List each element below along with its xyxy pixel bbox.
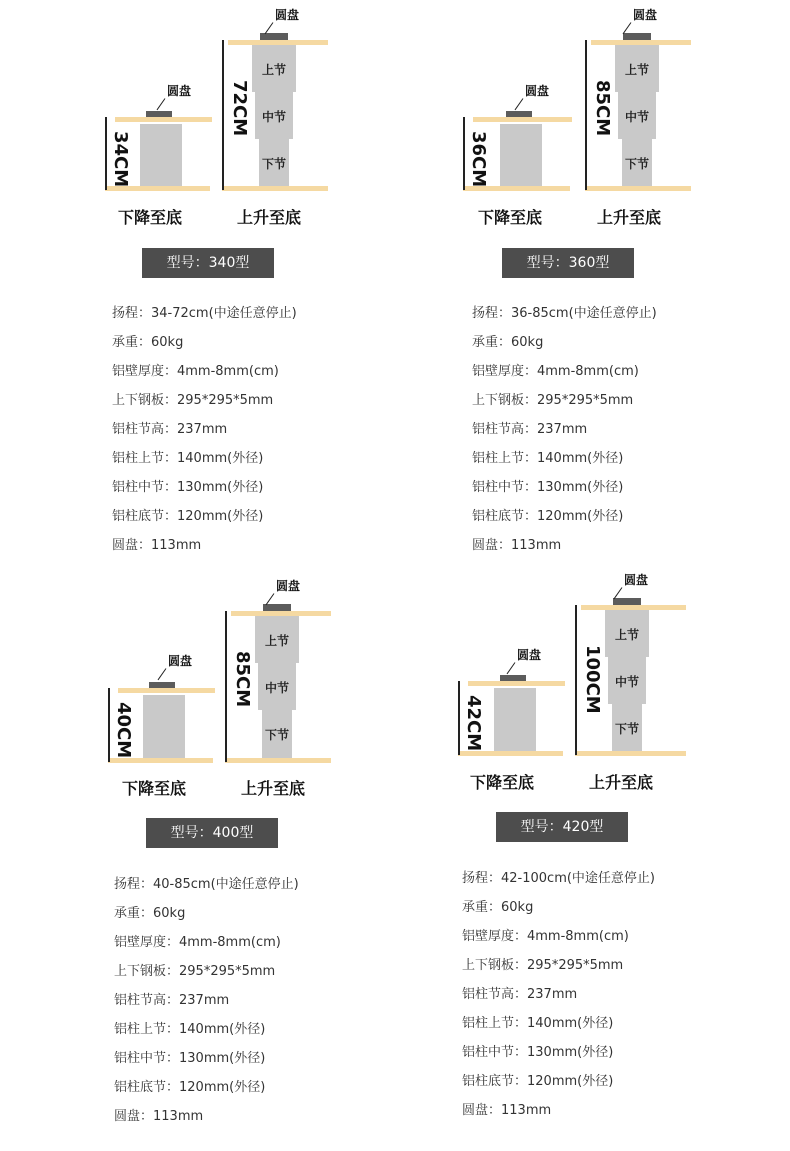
disc-callout-label: 圆盘	[276, 579, 301, 593]
spec-item: 铝柱上节：140mm(外径)	[472, 451, 624, 466]
high-height-label: 72CM	[229, 80, 250, 137]
high-height-label: 85CM	[592, 80, 613, 137]
segment-top-label: 上节	[624, 62, 649, 77]
caption-raised: 上升至底	[237, 208, 302, 227]
spec-item: 铝柱节高：237mm	[114, 993, 230, 1008]
segment-middle-label: 中节	[261, 109, 286, 124]
spec-item: 承重：60kg	[462, 900, 534, 915]
spec-list	[114, 873, 299, 1134]
base-plate	[575, 751, 686, 756]
segment-bottom-label: 下节	[264, 728, 289, 742]
model-badge: 型号：340型	[142, 248, 274, 278]
spec-item: 铝柱底节：120mm(外径)	[112, 509, 264, 524]
spec-item: 铝柱底节：120mm(外径)	[462, 1074, 614, 1089]
segment-bottom-label: 下节	[614, 721, 639, 736]
spec-list	[112, 302, 297, 563]
disc	[263, 604, 291, 611]
spec-item: 铝柱上节：140mm(外径)	[114, 1022, 266, 1037]
spec-item: 承重：60kg	[472, 335, 544, 350]
spec-item: 圆盘：113mm	[472, 538, 562, 553]
disc-callout-label: 圆盘	[275, 8, 300, 22]
spec-item: 上下钢板：295*295*5mm	[462, 958, 624, 973]
callout-pointer	[157, 98, 166, 110]
high-height-label: 100CM	[582, 645, 603, 714]
height-line	[458, 681, 460, 755]
base-plate	[585, 186, 691, 191]
disc	[500, 675, 526, 681]
top-plate	[473, 117, 572, 122]
column-body	[140, 124, 182, 186]
spec-item: 圆盘：113mm	[462, 1103, 552, 1118]
spec-item: 铝柱中节：130mm(外径)	[112, 480, 264, 495]
callout-pointer	[158, 668, 167, 680]
segment-middle-label: 中节	[614, 674, 639, 689]
spec-item: 铝柱节高：237mm	[462, 987, 578, 1002]
spec-item: 承重：60kg	[112, 335, 184, 350]
height-line	[108, 688, 110, 762]
height-line	[225, 611, 227, 762]
spec-list	[472, 302, 657, 563]
high-height-label: 85CM	[232, 651, 253, 708]
height-line	[585, 40, 587, 190]
low-height-label: 36CM	[468, 131, 489, 188]
segment-top-label: 上节	[614, 627, 639, 642]
height-line	[575, 605, 577, 755]
model-badge: 型号：420型	[496, 812, 628, 842]
column-body	[500, 124, 542, 186]
caption-lowered: 下降至底	[478, 208, 543, 227]
spec-item: 承重：60kg	[114, 906, 186, 921]
caption-lowered: 下降至底	[122, 779, 187, 798]
callout-pointer	[507, 662, 516, 674]
caption-raised: 上升至底	[241, 779, 306, 798]
base-plate	[222, 186, 328, 191]
disc	[149, 682, 175, 688]
disc-callout-label: 圆盘	[525, 84, 550, 98]
disc-callout-label: 圆盘	[167, 84, 192, 98]
disc-callout-label: 圆盘	[624, 573, 649, 587]
spec-item: 圆盘：113mm	[114, 1109, 204, 1124]
spec-item: 铝柱节高：237mm	[112, 422, 228, 437]
top-plate	[115, 117, 212, 122]
spec-item: 铝柱上节：140mm(外径)	[112, 451, 264, 466]
spec-item: 上下钢板：295*295*5mm	[112, 393, 274, 408]
spec-list	[462, 867, 655, 1128]
disc	[506, 111, 532, 117]
callout-pointer	[515, 98, 524, 110]
caption-lowered: 下降至底	[470, 773, 535, 792]
spec-item: 圆盘：113mm	[112, 538, 202, 553]
spec-item: 扬程：36-85cm(中途任意停止)	[472, 306, 657, 321]
top-plate	[118, 688, 215, 693]
disc	[613, 598, 641, 605]
spec-item: 上下钢板：295*295*5mm	[114, 964, 276, 979]
spec-item: 铝柱中节：130mm(外径)	[462, 1045, 614, 1060]
segment-bottom-label: 下节	[624, 156, 649, 171]
disc	[146, 111, 172, 117]
spec-item: 扬程：42-100cm(中途任意停止)	[462, 871, 656, 886]
caption-raised: 上升至底	[589, 773, 654, 792]
height-line	[222, 40, 224, 190]
spec-item: 扬程：40-85cm(中途任意停止)	[114, 877, 299, 892]
height-line	[105, 117, 107, 190]
spec-item: 扬程：34-72cm(中途任意停止)	[112, 306, 297, 321]
spec-item: 铝壁厚度：4mm-8mm(cm)	[112, 364, 279, 379]
spec-item: 铝柱节高：237mm	[472, 422, 588, 437]
caption-lowered: 下降至底	[118, 208, 183, 227]
base-plate	[225, 758, 331, 763]
segment-top-label: 上节	[261, 62, 286, 77]
caption-raised: 上升至底	[597, 208, 662, 227]
disc-callout-label: 圆盘	[633, 8, 658, 22]
low-height-label: 42CM	[463, 695, 484, 752]
disc	[623, 33, 651, 40]
spec-item: 铝壁厚度：4mm-8mm(cm)	[462, 929, 629, 944]
spec-item: 铝柱上节：140mm(外径)	[462, 1016, 614, 1031]
model-badge: 型号：360型	[502, 248, 634, 278]
column-body	[494, 688, 536, 751]
top-plate	[468, 681, 565, 686]
disc-callout-label: 圆盘	[517, 648, 542, 662]
segment-top-label: 上节	[264, 633, 289, 648]
spec-item: 铝柱中节：130mm(外径)	[114, 1051, 266, 1066]
spec-item: 铝壁厚度：4mm-8mm(cm)	[472, 364, 639, 379]
segment-middle-label: 中节	[624, 109, 649, 124]
height-line	[463, 117, 465, 190]
model-badge: 型号：400型	[146, 818, 278, 848]
segment-bottom-label: 下节	[261, 156, 286, 171]
base-plate	[108, 758, 213, 763]
spec-item: 铝柱底节：120mm(外径)	[114, 1080, 266, 1095]
column-body	[143, 695, 185, 758]
segment-middle-label: 中节	[264, 680, 289, 695]
spec-item: 铝柱中节：130mm(外径)	[472, 480, 624, 495]
spec-item: 铝壁厚度：4mm-8mm(cm)	[114, 935, 281, 950]
disc-callout-label: 圆盘	[168, 654, 193, 668]
low-height-label: 34CM	[110, 131, 131, 188]
spec-item: 上下钢板：295*295*5mm	[472, 393, 634, 408]
base-plate	[458, 751, 563, 756]
low-height-label: 40CM	[113, 702, 134, 759]
spec-item: 铝柱底节：120mm(外径)	[472, 509, 624, 524]
